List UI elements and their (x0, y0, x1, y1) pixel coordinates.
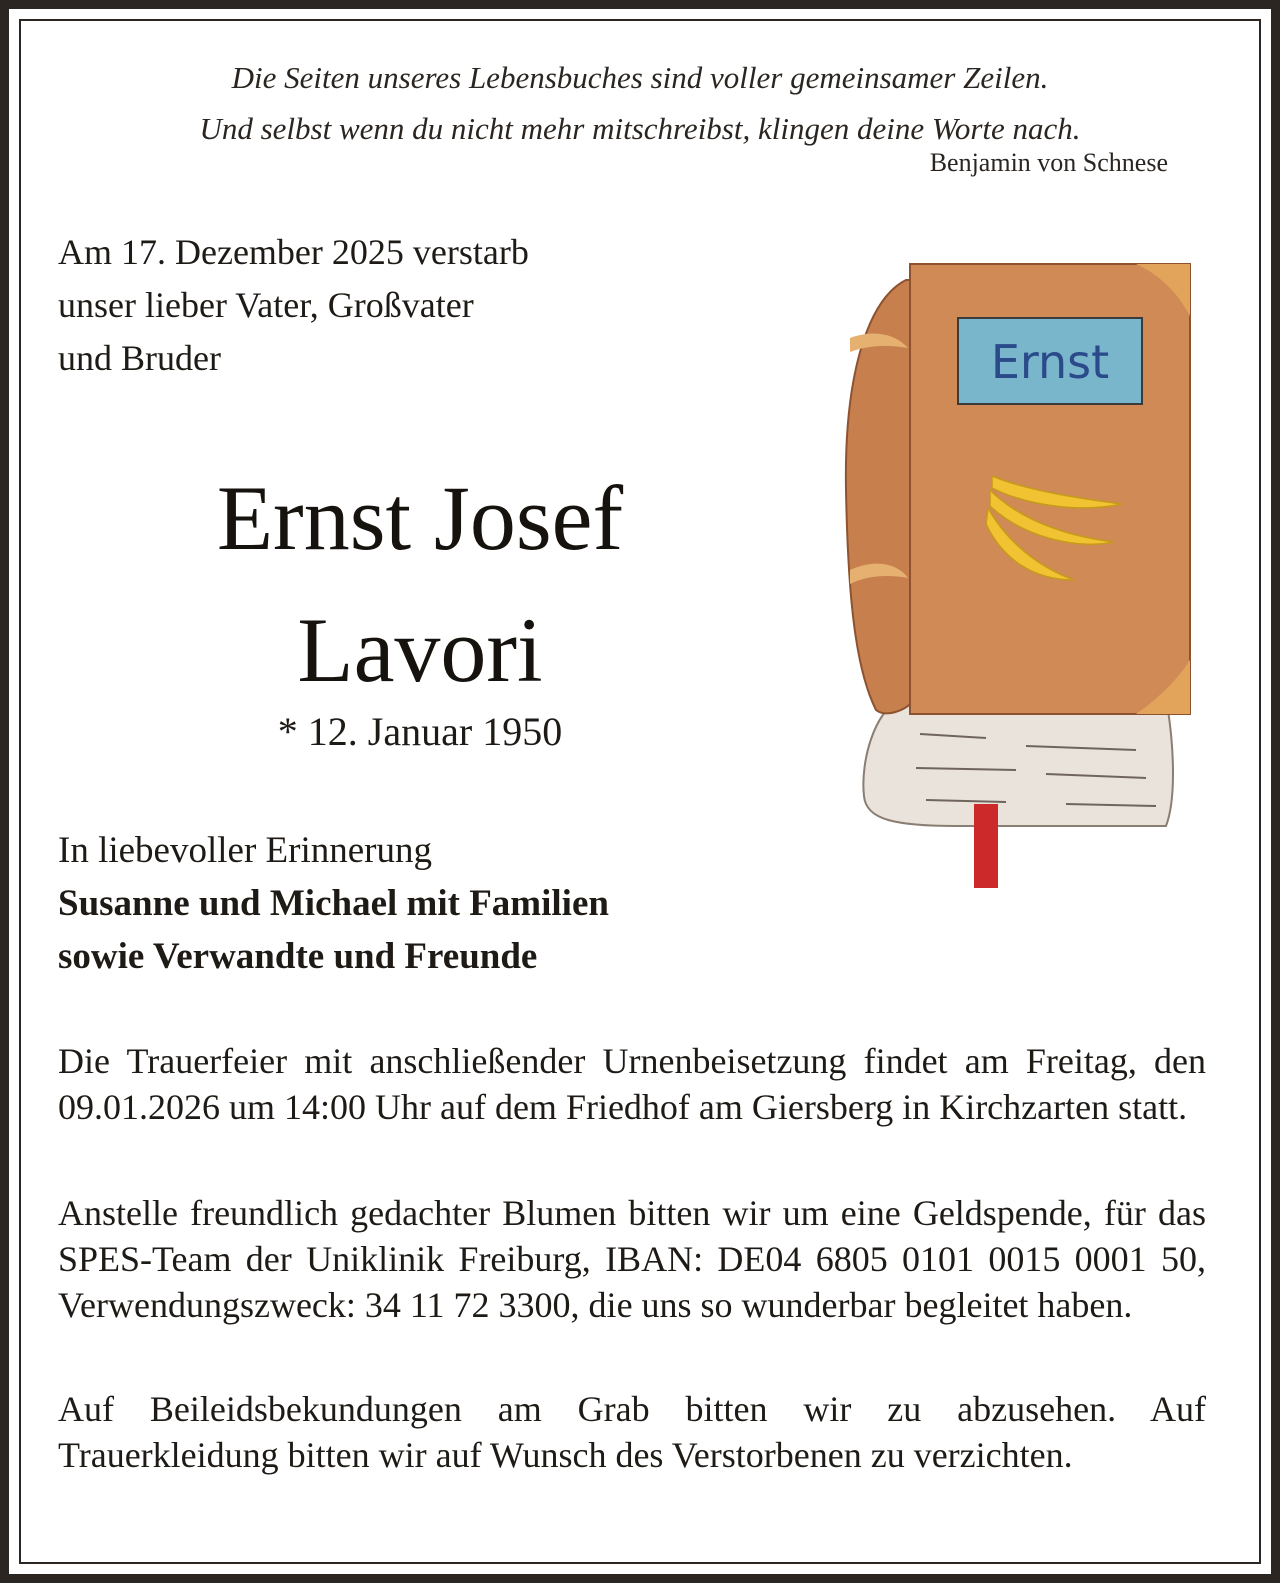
condolences-paragraph: Auf Beileidsbekundungen am Grab bitten wir zu abzusehen. Auf Trauerkleidung bitten wir auf Wunsch des Verstorbenen zu verzichten. (58, 1389, 1206, 1475)
book-label-text: Ernst (990, 335, 1110, 389)
memory-line-3: sowie Verwandte und Freunde (58, 936, 538, 977)
book-drawing (836, 240, 1202, 896)
quote-line-1: Die Seiten unseres Lebensbuches sind voller gemeinsamer Zeilen. (231, 60, 1049, 95)
memory-line-2: Susanne und Michael mit Familien (58, 883, 609, 924)
donation-paragraph: Anstelle freundlich gedachter Blumen bitten wir um eine Geldspende, für das SPES-Team der Uniklinik Freiburg, IBAN: DE04 6805 0101 0015 0001 50, Verwendungszweck: 34 11 72 3300, die uns so wunderbar begleitet haben. (58, 1193, 1206, 1325)
intro-line-2: unser lieber Vater, Großvater (58, 285, 474, 325)
intro-line-1: Am 17. Dezember 2025 verstarb (58, 232, 529, 272)
bookmark-ribbon (974, 804, 998, 888)
intro-line-3: und Bruder (58, 338, 221, 378)
in-memory-block (58, 824, 609, 983)
book-pages (863, 702, 1173, 826)
deceased-name (100, 452, 740, 716)
birth-date: * 12. Januar 1950 (277, 709, 563, 754)
quote-author: Benjamin von Schnese (929, 148, 1168, 177)
quote (60, 52, 1220, 154)
quote-line-2: Und selbst wenn du nicht mehr mitschreibst, klingen deine Worte nach. (199, 111, 1081, 146)
memory-line-1: In liebevoller Erinnerung (58, 830, 432, 871)
deceased-first-names: Ernst Josef (216, 467, 624, 569)
deceased-surname: Lavori (297, 599, 543, 701)
death-announcement (58, 226, 529, 385)
ceremony-paragraph: Die Trauerfeier mit anschließender Urnenbeisetzung findet am Freitag, den 09.01.2026 um 14:00 Uhr auf dem Friedhof am Giersberg in Kirchzarten statt. (58, 1041, 1206, 1127)
